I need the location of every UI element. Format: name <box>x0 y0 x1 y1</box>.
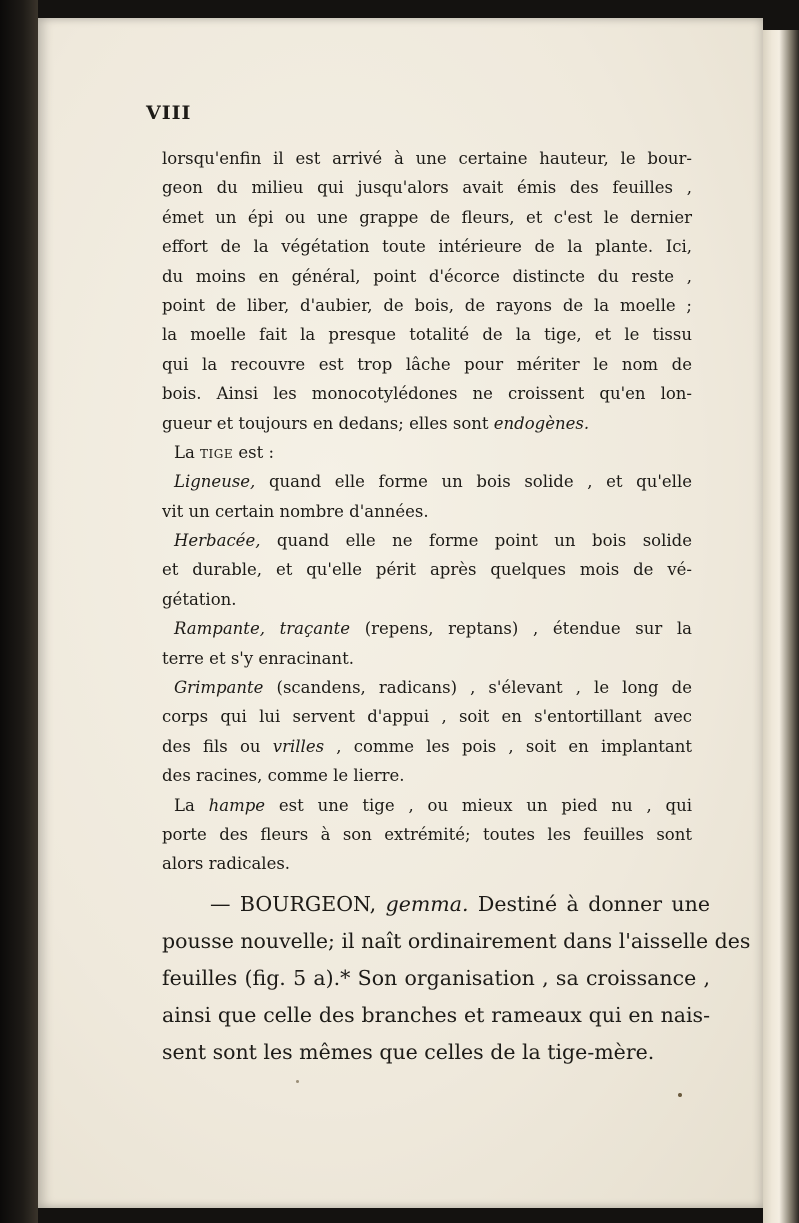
text-line: terre et s'y enracinant. <box>162 648 354 668</box>
text-fragment: quand elle forme un bois solide , et qu'elle <box>255 472 692 492</box>
text-fragment: des fils ou <box>162 736 273 756</box>
text-line: corps qui lui servent d'appui , soit en s'entortillant avec <box>162 707 692 727</box>
grimpante-entry <box>162 673 692 702</box>
text-fragment: (repens, reptans) , étendue sur la <box>350 619 692 639</box>
text-fragment: gueur et toujours en dedans; elles sont <box>162 413 494 433</box>
paper-speck <box>678 1093 682 1097</box>
book-page <box>38 18 763 1208</box>
rampante-term: Rampante, traçante <box>174 619 351 639</box>
text-line: bois. Ainsi les monocotylédones ne croissent qu'en lon- <box>162 384 692 404</box>
text-fragment: La <box>174 795 209 815</box>
text-line: porte des fleurs à son extrémité; toutes les feuilles sont <box>162 824 692 844</box>
text-line: qui la recouvre est trop lâche pour mériter le nom de <box>162 354 692 374</box>
gemma-term: gemma. <box>385 892 469 916</box>
hampe-term: hampe <box>208 795 266 815</box>
text-line: alors radicales. <box>162 854 291 874</box>
herbacee-term: Herbacée, <box>174 531 261 551</box>
text-line: émet un épi ou une grappe de fleurs, et c'est le dernier <box>162 207 692 227</box>
text-line: gétation. <box>162 589 237 609</box>
text-fragment: — BOURGEON, <box>210 892 386 916</box>
text-line: vit un certain nombre d'années. <box>162 501 429 521</box>
text-line: sent sont les mêmes que celles de la tige-mère. <box>162 1040 655 1064</box>
herbacee-entry <box>162 526 692 555</box>
bourgeon-section <box>162 886 751 1071</box>
text-line: effort de la végétation toute intérieure de la plante. Ici, <box>162 237 692 257</box>
text-line: ainsi que celle des branches et rameaux qui en nais- <box>162 1003 710 1027</box>
text-line: et durable, et qu'elle périt après quelques mois de vé- <box>162 560 692 580</box>
text-fragment: est une tige , ou mieux un pied nu , qui <box>265 795 692 815</box>
paper-speck <box>296 1080 299 1083</box>
text-line: la moelle fait la presque totalité de la tige, et le tissu <box>162 325 692 345</box>
text-fragment: , comme les pois , soit en implantant <box>324 736 692 756</box>
text-fragment: quand elle ne forme point un bois solide <box>260 531 692 551</box>
text-fragment: La <box>174 442 201 462</box>
page-number: VIII <box>146 102 192 124</box>
text-fragment: est : <box>233 442 275 462</box>
ligneuse-entry <box>162 467 692 496</box>
book-binding <box>0 0 38 1223</box>
text-fragment: (scandens, radicans) , s'élevant , le long de <box>263 678 692 698</box>
text-line <box>162 409 692 438</box>
rampante-entry <box>162 614 692 643</box>
ligneuse-term: Ligneuse, <box>174 472 256 492</box>
bourgeon-heading <box>162 886 710 923</box>
text-line <box>162 732 692 761</box>
tige-term: tige <box>200 442 234 462</box>
text-line: du moins en général, point d'écorce distincte du reste , <box>162 266 692 286</box>
next-page-edge <box>763 30 799 1223</box>
text-line: lorsqu'enfin il est arrivé à une certaine hauteur, le bour- <box>162 149 692 168</box>
vrilles-term: vrilles <box>272 736 325 756</box>
text-line: geon du milieu qui jusqu'alors avait émis des feuilles , <box>162 178 692 198</box>
text-line: point de liber, d'aubier, de bois, de rayons de la moelle ; <box>162 295 692 315</box>
text-line: pousse nouvelle; il naît ordinairement dans l'aisselle des <box>162 929 751 953</box>
tige-heading <box>162 438 692 467</box>
text-line: feuilles (fig. 5 a).* Son organisation , sa croissance , <box>162 966 710 990</box>
grimpante-term: Grimpante <box>174 678 264 698</box>
hampe-entry <box>162 791 692 820</box>
text-fragment: Destiné à donner une <box>468 892 710 916</box>
endogenes-term: endogènes. <box>493 413 590 433</box>
main-text <box>162 144 692 879</box>
text-line: des racines, comme le lierre. <box>162 766 405 786</box>
